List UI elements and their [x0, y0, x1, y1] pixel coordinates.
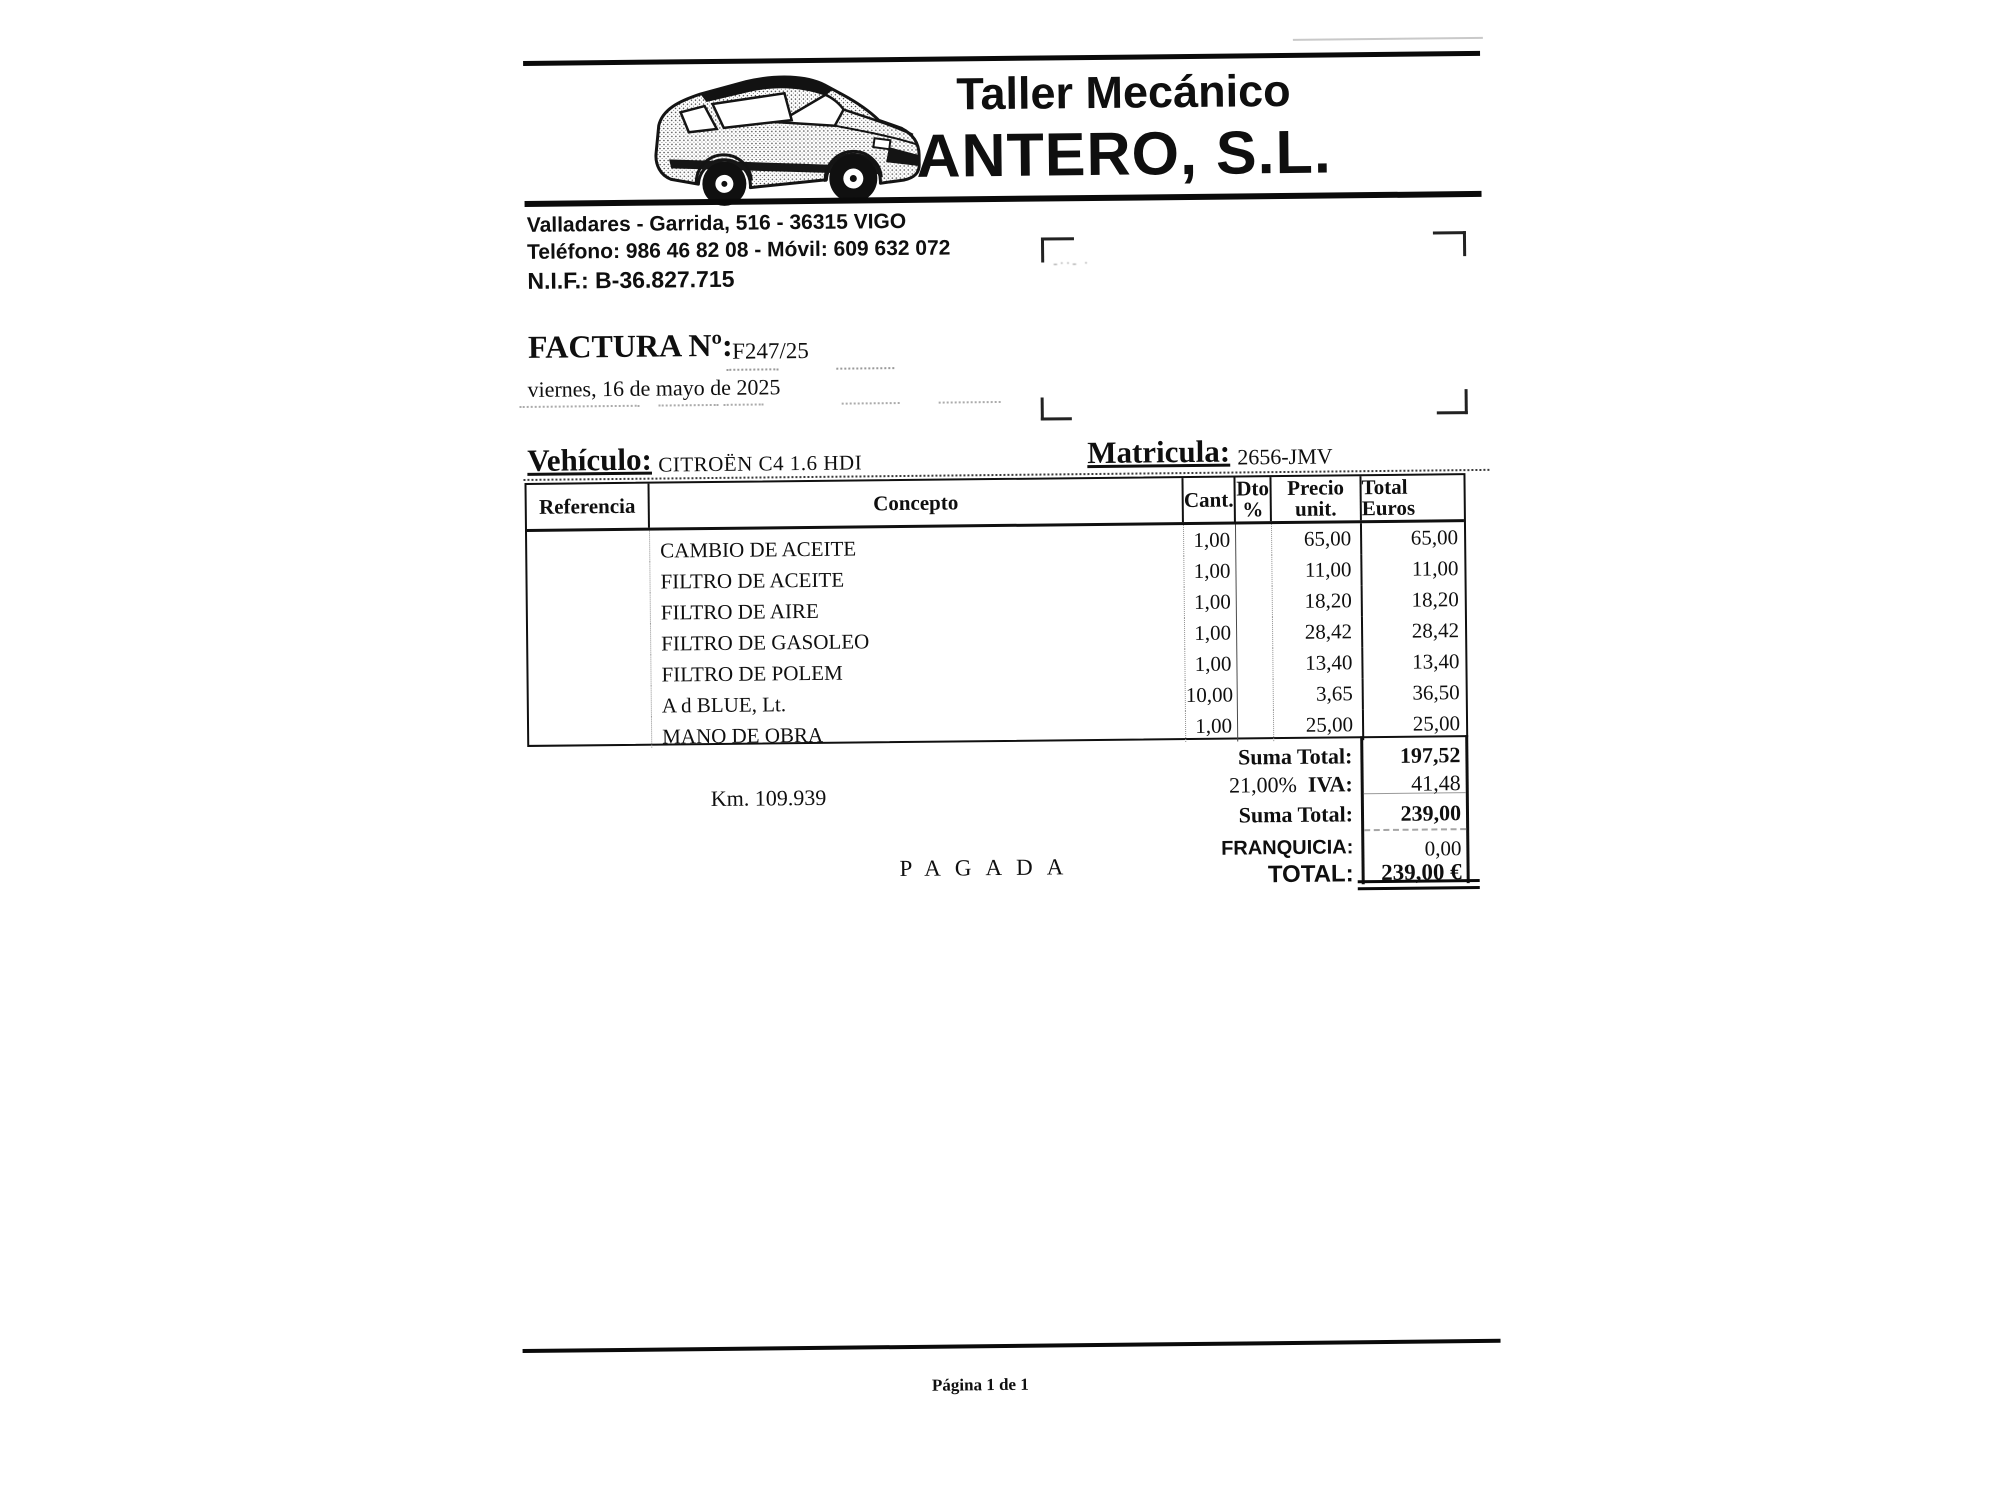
- crop-mark-bottom-right: [1437, 389, 1468, 414]
- cell-total: 13,40: [1412, 649, 1460, 674]
- vehicle-label: Vehículo:: [527, 441, 653, 478]
- cell-cant: 1,00: [1185, 618, 1237, 650]
- subtotal2-value: 239,00: [1400, 800, 1462, 826]
- business-name: ANTERO, S.L.: [916, 117, 1333, 190]
- cell-precio: 13,40: [1273, 647, 1363, 679]
- iva-label: 21,00% IVA:: [1228, 771, 1353, 798]
- phone-line: Teléfono: 986 46 82 08 - Móvil: 609 632 072: [526, 236, 951, 264]
- franquicia-value: 0,00: [1424, 836, 1462, 861]
- subtotal-label: Suma Total:: [1237, 743, 1353, 770]
- cell-dto: [1236, 524, 1272, 555]
- cell-total: 28,42: [1411, 618, 1460, 643]
- cell-cant: 1,00: [1185, 587, 1237, 619]
- plate-value: 2656-JMV: [1237, 443, 1333, 470]
- iva-value: 41,48: [1411, 770, 1461, 796]
- cell-cant: 1,00: [1184, 556, 1236, 588]
- cell-referencia: [528, 655, 651, 687]
- kilometers-value: Km. 109.939: [710, 784, 827, 812]
- franquicia-label: FRANQUICIA:: [1221, 836, 1354, 860]
- cell-total: 25,00: [1412, 711, 1461, 736]
- cell-total: 36,50: [1412, 680, 1460, 705]
- page-number: Página 1 de 1: [931, 1374, 1029, 1395]
- invoice-number-label: FACTURA Nº:: [527, 326, 733, 365]
- scan-dotted-segment: [726, 368, 778, 371]
- scan-artifact-line: [1293, 37, 1483, 41]
- cell-referencia: [529, 717, 652, 749]
- column-header-total: Total Euros: [1361, 474, 1416, 521]
- vehicle-value: CITROËN C4 1.6 HDI: [658, 450, 863, 477]
- column-header-concepto: Concepto: [650, 478, 1184, 528]
- cell-concepto: FILTRO DE ACEITE: [650, 556, 1184, 593]
- crop-mark-top-right: [1433, 231, 1466, 256]
- subtotal-value: 197,52: [1399, 742, 1461, 768]
- column-header-cant: Cant.: [1183, 478, 1235, 523]
- scan-dotted-segment: [842, 402, 900, 405]
- line-items-table: [524, 473, 1468, 747]
- cell-precio: 28,42: [1273, 616, 1363, 648]
- faded-window-text: -··- ·: [1053, 255, 1091, 271]
- cell-precio: 18,20: [1273, 585, 1363, 617]
- scan-dotted-segment: [836, 367, 894, 370]
- cell-concepto: MANO DE OBRA: [652, 711, 1186, 748]
- cell-cant: 1,00: [1186, 711, 1238, 743]
- cell-referencia: [528, 624, 651, 656]
- cell-dto: [1238, 679, 1274, 710]
- nif-line: N.I.F.: B-36.827.715: [527, 265, 735, 294]
- cell-concepto: CAMBIO DE ACEITE: [650, 525, 1184, 562]
- invoice-number-value: F247/25: [731, 337, 809, 364]
- scan-dotted-segment: [724, 403, 764, 405]
- column-header-dto: Dto %: [1235, 477, 1271, 521]
- column-header-precio: Precio unit.: [1271, 476, 1361, 521]
- cell-precio: 11,00: [1272, 554, 1362, 586]
- plate-label: Matricula:: [1087, 433, 1231, 471]
- cell-cant: 1,00: [1184, 525, 1236, 557]
- invoice-date: viernes, 16 de mayo de 2025: [527, 374, 781, 402]
- cell-referencia: [527, 562, 650, 594]
- subtotal2-label: Suma Total:: [1238, 801, 1354, 828]
- cell-referencia: [528, 593, 651, 625]
- scan-dotted-segment: [520, 405, 640, 408]
- cell-total: 65,00: [1410, 525, 1459, 550]
- cell-dto: [1237, 648, 1273, 679]
- cell-concepto: FILTRO DE POLEM: [651, 649, 1185, 686]
- cell-precio: 3,65: [1274, 678, 1364, 710]
- cell-referencia: [527, 531, 650, 563]
- cell-cant: 10,00: [1186, 680, 1238, 712]
- column-header-referencia: Referencia: [527, 484, 650, 529]
- business-type: Taller Mecánico: [956, 64, 1291, 120]
- cell-dto: [1237, 617, 1273, 648]
- cell-total: 11,00: [1411, 556, 1459, 581]
- cell-concepto: A d BLUE, Lt.: [652, 680, 1186, 717]
- scan-dotted-segment: [659, 404, 719, 407]
- cell-concepto: FILTRO DE AIRE: [651, 587, 1185, 624]
- cell-dto: [1238, 710, 1274, 741]
- footer-rule: [523, 1339, 1501, 1353]
- cell-concepto: FILTRO DE GASOLEO: [651, 618, 1185, 655]
- totals-double-rule: [1358, 886, 1480, 890]
- cell-referencia: [529, 686, 652, 718]
- cell-precio: 65,00: [1272, 523, 1362, 555]
- car-illustration-icon: [626, 61, 928, 209]
- cell-dto: [1237, 586, 1273, 617]
- address-line: Valladares - Garrida, 516 - 36315 VIGO: [526, 209, 907, 237]
- paid-stamp: PAGADA: [899, 854, 1078, 882]
- crop-mark-bottom-left: [1041, 397, 1072, 420]
- total-value: 239,00 €: [1380, 859, 1462, 886]
- cell-total: 18,20: [1411, 587, 1459, 612]
- cell-precio: 25,00: [1274, 709, 1364, 741]
- scan-dotted-segment: [939, 401, 1001, 404]
- total-label: TOTAL:: [1267, 860, 1354, 889]
- cell-dto: [1236, 555, 1272, 586]
- cell-cant: 1,00: [1185, 649, 1237, 681]
